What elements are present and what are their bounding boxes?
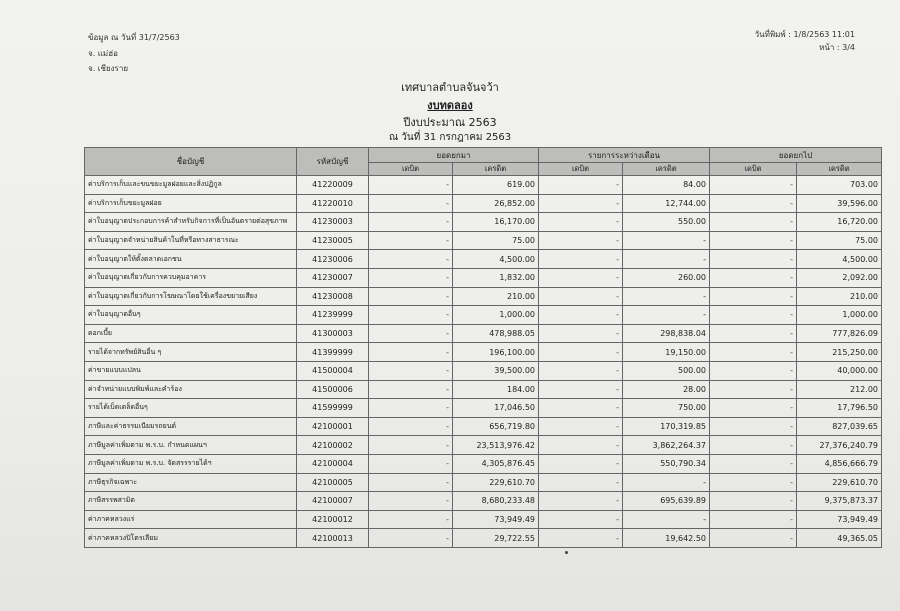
month-debit-cell: - [539, 213, 623, 232]
bf-credit-cell: 26,852.00 [453, 194, 539, 213]
bf-debit-cell: - [369, 510, 453, 529]
bf-debit-cell: - [369, 250, 453, 269]
page-number-label: หน้า : 3/4 [819, 43, 855, 52]
month-debit-cell: - [539, 324, 623, 343]
account-name-cell: ค่าใบอนุญาตให้ตั้งตลาดเอกชน [85, 250, 297, 269]
bf-debit-cell: - [369, 268, 453, 287]
month-debit-cell: - [539, 473, 623, 492]
account-code-cell: 42100005 [297, 473, 369, 492]
account-code-cell: 41399999 [297, 343, 369, 362]
cf-credit-cell: 210.00 [797, 287, 882, 306]
month-credit-cell: - [623, 250, 710, 269]
cf-debit-cell: - [710, 380, 797, 399]
cf-debit-cell: - [710, 361, 797, 380]
month-debit-cell: - [539, 417, 623, 436]
bf-credit-cell: 4,305,876.45 [453, 454, 539, 473]
account-code-cell: 42100013 [297, 529, 369, 548]
cf-credit-cell: 215,250.00 [797, 343, 882, 362]
credit-header: เครดิต [453, 163, 539, 176]
bf-credit-cell: 75.00 [453, 231, 539, 250]
account-name-cell: ค่าใบอนุญาตเกี่ยวกับการโฆษณาโดยใช้เครื่องขยายเสียง [85, 287, 297, 306]
bf-credit-cell: 184.00 [453, 380, 539, 399]
month-transactions-header: รายการระหว่างเดือน [539, 148, 710, 163]
bf-credit-cell: 23,513,976.42 [453, 436, 539, 455]
account-name-cell: ค่าจำหน่ายแบบพิมพ์และคำร้อง [85, 380, 297, 399]
cf-debit-cell: - [710, 454, 797, 473]
account-code-cell: 42100001 [297, 417, 369, 436]
bf-credit-cell: 619.00 [453, 176, 539, 195]
organization-title: เทศบาลตำบลจันจว้า [401, 81, 499, 94]
cf-credit-cell: 827,039.65 [797, 417, 882, 436]
bf-debit-cell: - [369, 306, 453, 325]
bf-debit-cell: - [369, 529, 453, 548]
cf-credit-cell: 40,000.00 [797, 361, 882, 380]
table-row [85, 529, 882, 548]
table-row [85, 306, 882, 325]
account-name-cell: ภาษีมูลค่าเพิ่มตาม พ.ร.บ. กำหนดแผนฯ [85, 436, 297, 455]
account-name-cell: ค่าบริการเก็บขยะมูลฝอย [85, 194, 297, 213]
month-debit-cell: - [539, 380, 623, 399]
ink-mark [565, 551, 568, 554]
month-debit-cell: - [539, 306, 623, 325]
month-credit-cell: 170,319.85 [623, 417, 710, 436]
account-name-cell: ภาษีสรรพสามิต [85, 492, 297, 511]
bf-debit-cell: - [369, 473, 453, 492]
month-debit-cell: - [539, 510, 623, 529]
table-row [85, 194, 882, 213]
cf-credit-cell: 16,720.00 [797, 213, 882, 232]
table-row [85, 380, 882, 399]
cf-credit-cell: 703.00 [797, 176, 882, 195]
cf-credit-cell: 229,610.70 [797, 473, 882, 492]
data-date-label: ข้อมูล ณ วันที่ 31/7/2563 [88, 33, 180, 42]
cf-debit-cell: - [710, 510, 797, 529]
table-row [85, 231, 882, 250]
table-row [85, 176, 882, 195]
account-name-cell: ค่าใบอนุญาตอื่นๆ [85, 306, 297, 325]
credit-header: เครดิต [797, 163, 882, 176]
bf-debit-cell: - [369, 417, 453, 436]
cf-credit-cell: 2,092.00 [797, 268, 882, 287]
cf-debit-cell: - [710, 194, 797, 213]
cf-credit-cell: 4,856,666.79 [797, 454, 882, 473]
table-row [85, 417, 882, 436]
month-credit-cell: 84.00 [623, 176, 710, 195]
month-debit-cell: - [539, 454, 623, 473]
bf-debit-cell: - [369, 399, 453, 418]
account-code-cell: 41230005 [297, 231, 369, 250]
month-debit-cell: - [539, 492, 623, 511]
cf-debit-cell: - [710, 343, 797, 362]
account-name-cell: ดอกเบี้ย [85, 324, 297, 343]
bf-debit-cell: - [369, 454, 453, 473]
account-code-cell: 41599999 [297, 399, 369, 418]
trial-balance-table [84, 147, 882, 548]
cf-debit-cell: - [710, 324, 797, 343]
account-code-cell: 41230006 [297, 250, 369, 269]
table-body [85, 176, 882, 548]
month-debit-cell: - [539, 250, 623, 269]
table-row [85, 213, 882, 232]
table-row [85, 436, 882, 455]
month-credit-cell: - [623, 287, 710, 306]
account-name-cell: ค่าขายแบบแปลน [85, 361, 297, 380]
month-credit-cell: - [623, 231, 710, 250]
bf-credit-cell: 1,000.00 [453, 306, 539, 325]
month-debit-cell: - [539, 287, 623, 306]
table-row [85, 324, 882, 343]
table-row [85, 287, 882, 306]
account-name-cell: ค่าใบอนุญาตจำหน่ายสินค้าในที่หรือทางสาธารณะ [85, 231, 297, 250]
month-credit-cell: - [623, 510, 710, 529]
bf-credit-cell: 73,949.49 [453, 510, 539, 529]
bf-debit-cell: - [369, 380, 453, 399]
cf-debit-cell: - [710, 436, 797, 455]
cf-credit-cell: 9,375,873.37 [797, 492, 882, 511]
account-code-cell: 42100002 [297, 436, 369, 455]
month-credit-cell: 19,150.00 [623, 343, 710, 362]
bf-debit-cell: - [369, 492, 453, 511]
month-credit-cell: 550,790.34 [623, 454, 710, 473]
account-name-cell: ภาษีธุรกิจเฉพาะ [85, 473, 297, 492]
account-code-cell: 41300003 [297, 324, 369, 343]
month-credit-cell: 12,744.00 [623, 194, 710, 213]
month-credit-cell: 260.00 [623, 268, 710, 287]
account-name-header: ชื่อบัญชี [85, 148, 297, 176]
account-code-cell: 41230007 [297, 268, 369, 287]
month-credit-cell: 500.00 [623, 361, 710, 380]
month-credit-cell: 550.00 [623, 213, 710, 232]
cf-credit-cell: 1,000.00 [797, 306, 882, 325]
account-name-cell: ค่าใบอนุญาตประกอบการค้าสำหรับกิจการที่เป็นอันตรายต่อสุขภาพ [85, 213, 297, 232]
account-name-cell: ค่าบริการเก็บและขนขยะมูลฝอยและสิ่งปฏิกูล [85, 176, 297, 195]
cf-debit-cell: - [710, 417, 797, 436]
cf-credit-cell: 27,376,240.79 [797, 436, 882, 455]
bf-credit-cell: 8,680,233.48 [453, 492, 539, 511]
month-debit-cell: - [539, 343, 623, 362]
account-code-cell: 41220009 [297, 176, 369, 195]
bf-credit-cell: 29,722.55 [453, 529, 539, 548]
cf-debit-cell: - [710, 473, 797, 492]
cf-debit-cell: - [710, 213, 797, 232]
month-credit-cell: 28.00 [623, 380, 710, 399]
month-debit-cell: - [539, 194, 623, 213]
cf-debit-cell: - [710, 250, 797, 269]
month-credit-cell: 19,642.50 [623, 529, 710, 548]
bf-credit-cell: 16,170.00 [453, 213, 539, 232]
bf-credit-cell: 656,719.80 [453, 417, 539, 436]
table-row [85, 399, 882, 418]
month-debit-cell: - [539, 399, 623, 418]
cf-credit-cell: 73,949.49 [797, 510, 882, 529]
month-credit-cell: 750.00 [623, 399, 710, 418]
cf-credit-cell: 39,596.00 [797, 194, 882, 213]
carried-forward-header: ยอดยกไป [710, 148, 882, 163]
report-title: งบทดลอง [427, 99, 473, 112]
account-name-cell: รายได้จากทรัพย์สินอื่น ๆ [85, 343, 297, 362]
account-name-cell: รายได้เบ็ดเตล็ดอื่นๆ [85, 399, 297, 418]
month-credit-cell: 695,639.89 [623, 492, 710, 511]
debit-header: เดบิต [710, 163, 797, 176]
bf-debit-cell: - [369, 176, 453, 195]
bf-credit-cell: 17,046.50 [453, 399, 539, 418]
table-row [85, 510, 882, 529]
table-row [85, 473, 882, 492]
bf-credit-cell: 210.00 [453, 287, 539, 306]
bf-credit-cell: 1,832.00 [453, 268, 539, 287]
account-code-cell: 42100004 [297, 454, 369, 473]
bf-debit-cell: - [369, 194, 453, 213]
account-name-cell: ภาษีมูลค่าเพิ่มตาม พ.ร.บ. จัดสรรรายได้ฯ [85, 454, 297, 473]
month-credit-cell: - [623, 473, 710, 492]
account-code-cell: 41239999 [297, 306, 369, 325]
debit-header: เดบิต [539, 163, 623, 176]
table-row [85, 268, 882, 287]
cf-credit-cell: 49,365.05 [797, 529, 882, 548]
month-credit-cell: - [623, 306, 710, 325]
bf-debit-cell: - [369, 287, 453, 306]
cf-debit-cell: - [710, 306, 797, 325]
account-code-cell: 41220010 [297, 194, 369, 213]
account-code-cell: 41230008 [297, 287, 369, 306]
account-code-cell: 42100007 [297, 492, 369, 511]
account-code-cell: 42100012 [297, 510, 369, 529]
account-code-cell: 41500004 [297, 361, 369, 380]
cf-credit-cell: 777,826.09 [797, 324, 882, 343]
bf-credit-cell: 478,988.05 [453, 324, 539, 343]
bf-debit-cell: - [369, 436, 453, 455]
month-debit-cell: - [539, 361, 623, 380]
account-name-cell: ภาษีและค่าธรรมเนียมรถยนต์ [85, 417, 297, 436]
month-debit-cell: - [539, 529, 623, 548]
bf-debit-cell: - [369, 213, 453, 232]
bf-debit-cell: - [369, 231, 453, 250]
brought-forward-header: ยอดยกมา [369, 148, 539, 163]
table-row [85, 492, 882, 511]
bf-credit-cell: 196,100.00 [453, 343, 539, 362]
account-name-cell: ค่าใบอนุญาตเกี่ยวกับการควบคุมอาคาร [85, 268, 297, 287]
bf-credit-cell: 39,500.00 [453, 361, 539, 380]
month-debit-cell: - [539, 268, 623, 287]
cf-credit-cell: 4,500.00 [797, 250, 882, 269]
cf-credit-cell: 212.00 [797, 380, 882, 399]
cf-debit-cell: - [710, 268, 797, 287]
bf-debit-cell: - [369, 324, 453, 343]
cf-credit-cell: 75.00 [797, 231, 882, 250]
cf-debit-cell: - [710, 231, 797, 250]
month-credit-cell: 3,862,264.37 [623, 436, 710, 455]
table-row [85, 361, 882, 380]
bf-credit-cell: 229,610.70 [453, 473, 539, 492]
month-debit-cell: - [539, 176, 623, 195]
account-code-cell: 41230003 [297, 213, 369, 232]
bf-debit-cell: - [369, 361, 453, 380]
print-date-label: วันที่พิมพ์ : 1/8/2563 11:01 [754, 30, 855, 39]
cf-debit-cell: - [710, 287, 797, 306]
month-credit-cell: 298,838.04 [623, 324, 710, 343]
table-row [85, 454, 882, 473]
month-debit-cell: - [539, 231, 623, 250]
table-row [85, 343, 882, 362]
credit-header: เครดิต [623, 163, 710, 176]
province-label: จ. เชียงราย [88, 64, 129, 73]
table-row [85, 250, 882, 269]
cf-credit-cell: 17,796.50 [797, 399, 882, 418]
debit-header: เดบิต [369, 163, 453, 176]
bf-debit-cell: - [369, 343, 453, 362]
month-debit-cell: - [539, 436, 623, 455]
bf-credit-cell: 4,500.00 [453, 250, 539, 269]
district-label: จ. แม่ฮ่อ [88, 49, 118, 58]
account-code-cell: 41500006 [297, 380, 369, 399]
cf-debit-cell: - [710, 492, 797, 511]
account-name-cell: ค่าภาคหลวงปิโตรเลียม [85, 529, 297, 548]
fiscal-year-title: ปีงบประมาณ 2563 [403, 116, 497, 129]
cf-debit-cell: - [710, 176, 797, 195]
cf-debit-cell: - [710, 529, 797, 548]
as-of-date: ณ วันที่ 31 กรกฎาคม 2563 [388, 132, 512, 143]
account-name-cell: ค่าภาคหลวงแร่ [85, 510, 297, 529]
account-code-header: รหัสบัญชี [297, 148, 369, 176]
cf-debit-cell: - [710, 399, 797, 418]
